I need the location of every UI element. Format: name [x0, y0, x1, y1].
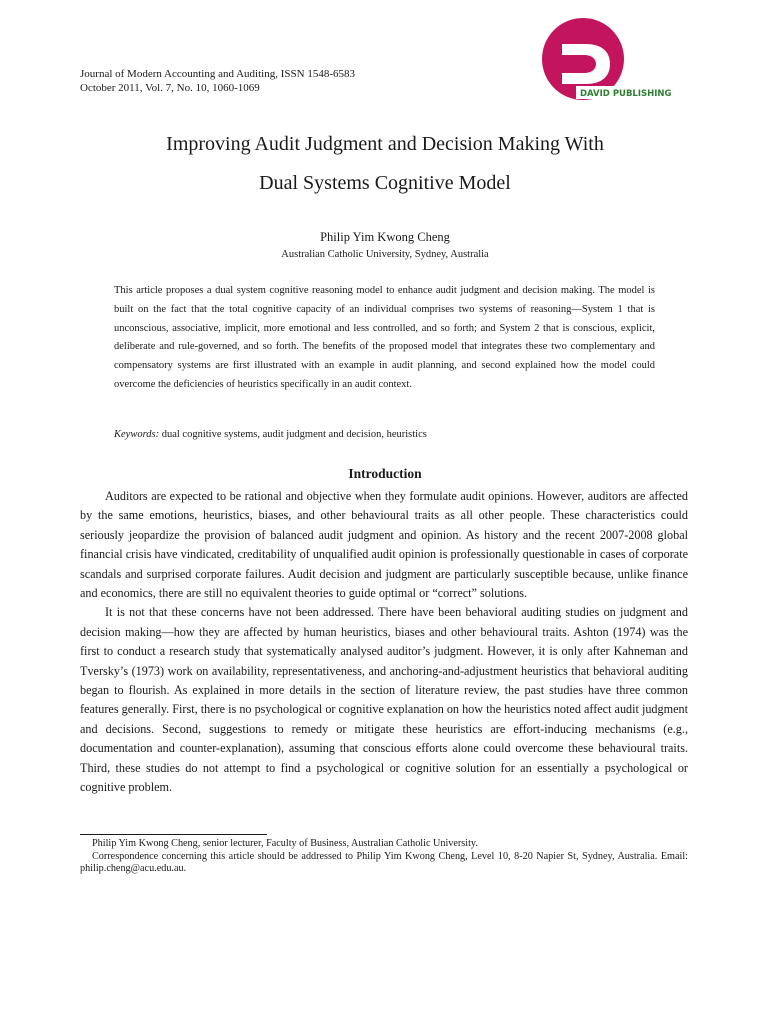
journal-citation: Journal of Modern Accounting and Auditing, ISSN 1548-6583 — [80, 68, 355, 80]
footnote: Philip Yim Kwong Cheng, senior lecturer, Faculty of Business, Australian Catholic University. — [92, 838, 478, 849]
journal-info — [80, 68, 355, 95]
footnote: Correspondence concerning this article should be addressed to Philip Yim Kwong Cheng, Level 10, 8-20 Napier St, Sydney, Australia. Email: philip.cheng@acu.edu.au. — [80, 850, 688, 874]
keywords — [114, 427, 655, 443]
keywords-label: Keywords: — [114, 429, 160, 440]
author-name: Philip Yim Kwong Cheng — [320, 230, 450, 244]
paragraph: It is not that these concerns have not been addressed. There have been behavioral auditing studies on judgment and decision making—how they are affected by human heuristics, biases and other behavioural traits. Ashton (1974) was the first to conduct a research study that systematically analysed auditor’s judgment. However, it is only after Kahneman and Tversky’s (1973) work on availability, representativeness, and anchoring-and-adjustment heuristics that behavioral auditing began to flourish. As explained in more details in the section of literature review, the past studies have three common features generally. First, there is no psychological or cognitive explanation on how the heuristics noted affect audit judgment and decisions. Second, suggestions to remedy or mitigate these heuristics are effort-inducing mechanisms (e.g., documentation and counter-explanation), assuming that conscious efforts alone could overcome these behavioural traits. Third, these studies do not attempt to find a psychological or cognitive solution for an essentially a psychological or cognitive problem. — [80, 605, 688, 795]
paragraph: Auditors are expected to be rational and objective when they formulate audit opinions. However, auditors are affected by the same emotions, heuristics, biases, and other behavioural traits as all other people. These characteristics could seriously jeopardize the provision of balanced audit judgment and opinion. As history and the recent 2007-2008 global financial crisis have vindicated, creditability of unqualified audit opinion is professionally questionable in cases of corporate scandals and surprised corporate failures. Audit decision and judgment are particularly susceptible because, unlike finance and economics, there are still no equivalent theories to guide optimal or “correct” solutions. — [80, 489, 688, 601]
abstract: This article proposes a dual system cognitive reasoning model to enhance audit judgment and decision making. The model is built on the fact that the total cognitive capacity of an individual comprises two systems of reasoning—System 1 that is unconscious, associative, implicit, more emotional and less controlled, and so forth; and System 2 that is conscious, explicit, deliberate and rule-governed, and so forth. The benefits of the proposed model that integrates these two complementary and compensatory systems are first illustrated with an example in audit planning, and second explained how the model could overcome the deficiencies of heuristics specifically in an audit context. — [114, 285, 655, 390]
title-line-1: Improving Audit Judgment and Decision Making With — [166, 133, 604, 155]
author-affiliation: Australian Catholic University, Sydney, Australia — [281, 249, 489, 260]
section-heading-introduction: Introduction — [348, 466, 422, 481]
title-line-2: Dual Systems Cognitive Model — [259, 172, 511, 194]
keywords-list: dual cognitive systems, audit judgment and decision, heuristics — [161, 429, 427, 440]
footnote-divider — [80, 834, 267, 835]
footnotes — [80, 838, 688, 876]
journal-issue: October 2011, Vol. 7, No. 10, 1060-1069 — [80, 81, 260, 94]
david-publishing-logo — [528, 16, 692, 106]
introduction-body — [80, 487, 688, 798]
logo-text: DAVID PUBLISHING — [580, 89, 672, 99]
article-title — [80, 125, 690, 203]
